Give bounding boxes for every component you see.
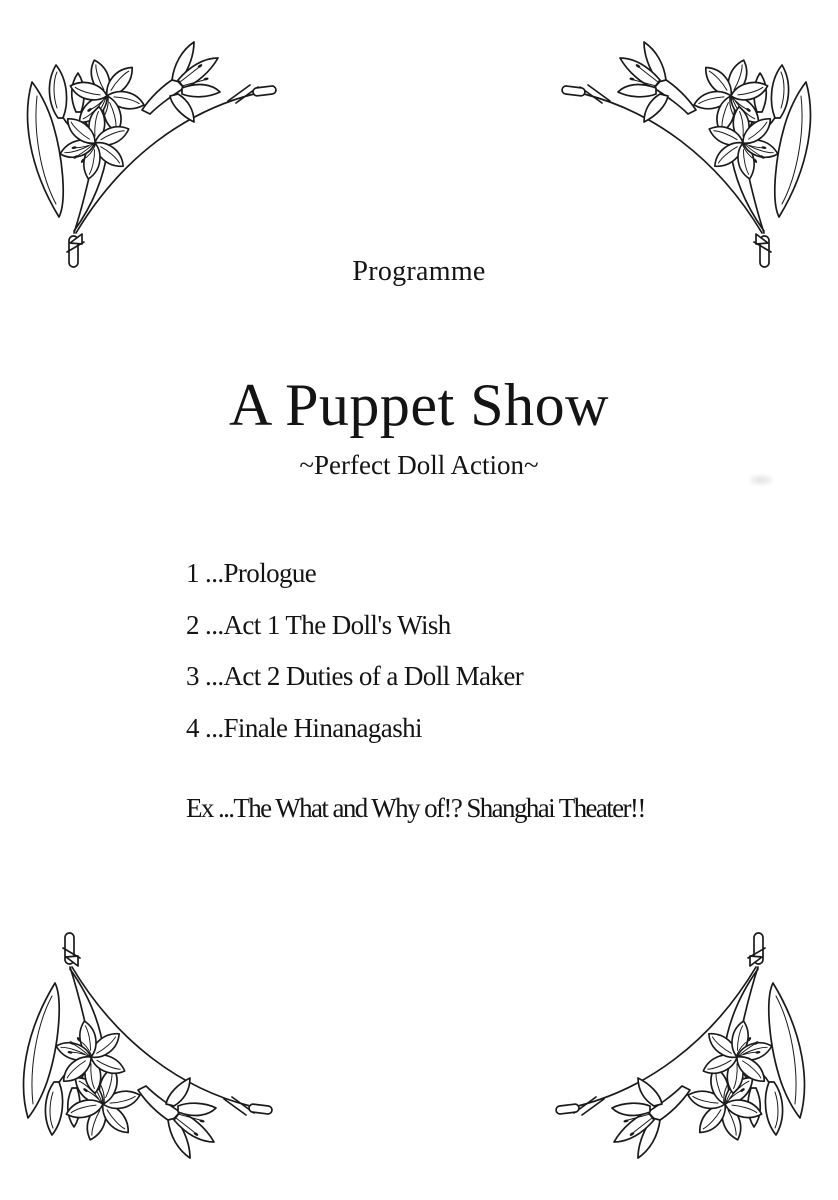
programme-item: 1 ...Prologue [186, 558, 317, 588]
scan-smudge [748, 474, 774, 486]
page-subtitle: ~Perfect Doll Action~ [299, 450, 539, 480]
lily-corner-ornament-bottom-right [550, 924, 820, 1164]
programme-extra-item: Ex ...The What and Why of!? Shanghai Theater!! [186, 793, 645, 823]
programme-item: 4 ...Finale Hinanagashi [186, 712, 422, 743]
programme-item: 3 ...Act 2 Duties of a Doll Maker [186, 661, 524, 691]
page-title: A Puppet Show [229, 372, 609, 438]
programme-item: 2 ...Act 1 The Doll's Wish [186, 609, 451, 640]
lily-corner-ornament-top-right [556, 36, 826, 276]
programme-list [186, 560, 523, 766]
lily-corner-ornament-top-left [12, 36, 282, 276]
header-label: Programme [352, 256, 486, 287]
lily-corner-ornament-bottom-left [8, 924, 278, 1164]
